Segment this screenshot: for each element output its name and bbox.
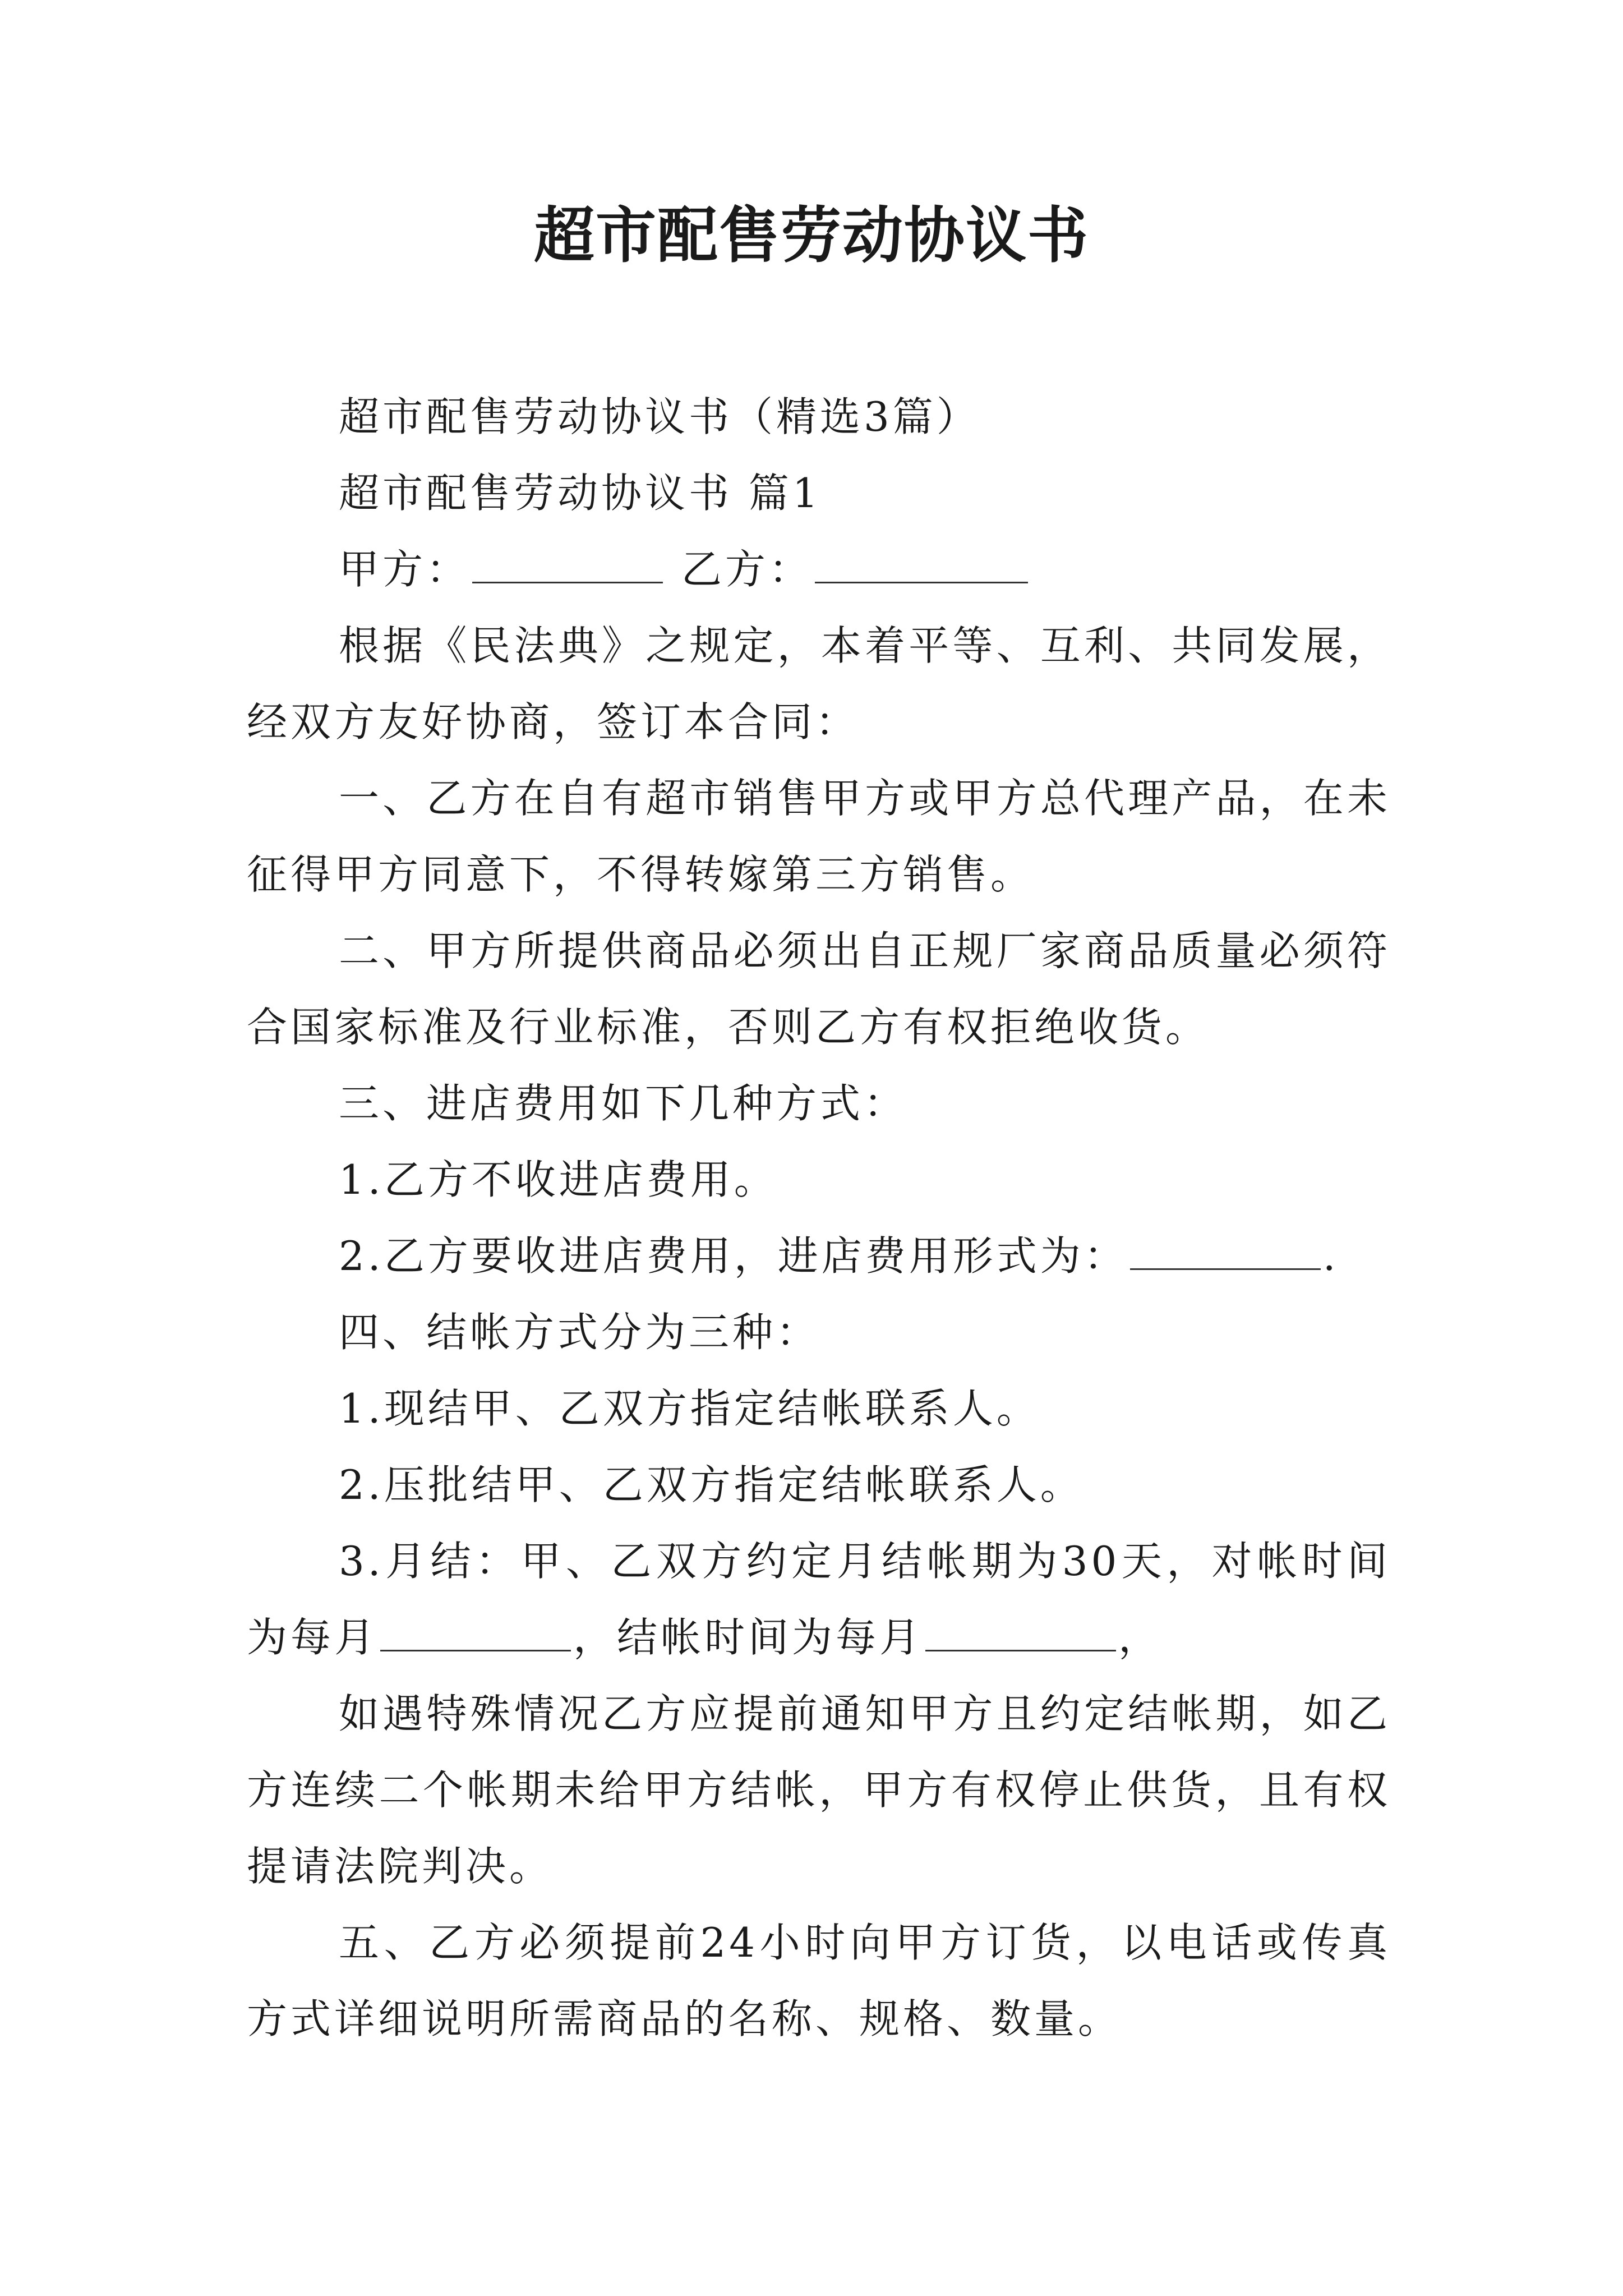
party-b-blank [815,549,1028,583]
paragraph-clause-3-item-2 [247,1218,1391,1294]
paragraph-clause-4-item-3 [247,1523,1391,1676]
fee-form-blank [1130,1236,1321,1270]
paragraph-clause-4-item-1: 1.现结甲、乙双方指定结帐联系人。 [339,1385,1040,1432]
party-b-label: 乙方： [665,546,813,593]
paragraph-preamble: 根据《民法典》之规定，本着平等、互利、共同发展，经双方友好协商，签订本合同： [247,622,1391,746]
monthly-settlement-text: 3.月结：甲、乙双方约定月结帐期为30天，对帐时间为每月 [247,1538,1391,1661]
settlement-date-blank [925,1617,1116,1651]
paragraph-clause-4: 四、结帐方式分为三种： [339,1309,820,1356]
paragraph-clause-4-item-2: 2.压批结甲、乙双方指定结帐联系人。 [339,1461,1084,1508]
paragraph-clause-3-item-1: 1.乙方不收进店费用。 [339,1156,778,1203]
paragraph-special-case: 如遇特殊情况乙方应提前通知甲方且约定结帐期，如乙方连续二个帐期未给甲方结帐，甲方有权停止供货，且有权提请法院判决。 [247,1690,1391,1890]
party-a-blank [472,549,663,583]
paragraph-parties [247,531,1391,608]
paragraph-clause-5: 五、乙方必须提前24小时向甲方订货，以电话或传真方式详细说明所需商品的名称、规格、数量。 [247,1919,1391,2042]
paragraph-clause-3: 三、进店费用如下几种方式： [339,1080,908,1127]
reconcile-date-blank [380,1617,571,1651]
paragraph-clause-1: 一、乙方在自有超市销售甲方或甲方总代理产品，在未征得甲方同意下，不得转嫁第三方销售。 [247,775,1391,898]
document-body [247,379,1391,2057]
paragraph-clause-2: 二、甲方所提供商品必须出自正规厂家商品质量必须符合国家标准及行业标准，否则乙方有权拒绝收货。 [247,927,1391,1051]
fee-form-label: 2.乙方要收进店费用，进店费用形式为： [339,1232,1128,1280]
paragraph-collection-title: 超市配售劳动协议书（精选3篇） [339,393,980,440]
settlement-time-text: ，结帐时间为每月 [573,1614,924,1661]
document-title: 超市配售劳动协议书 [533,200,1089,271]
settlement-end: ， [1118,1614,1163,1661]
party-a-label: 甲方： [339,546,471,593]
paragraph-section-title: 超市配售劳动协议书 篇1 [339,470,822,517]
fee-form-end: . [1322,1232,1339,1280]
